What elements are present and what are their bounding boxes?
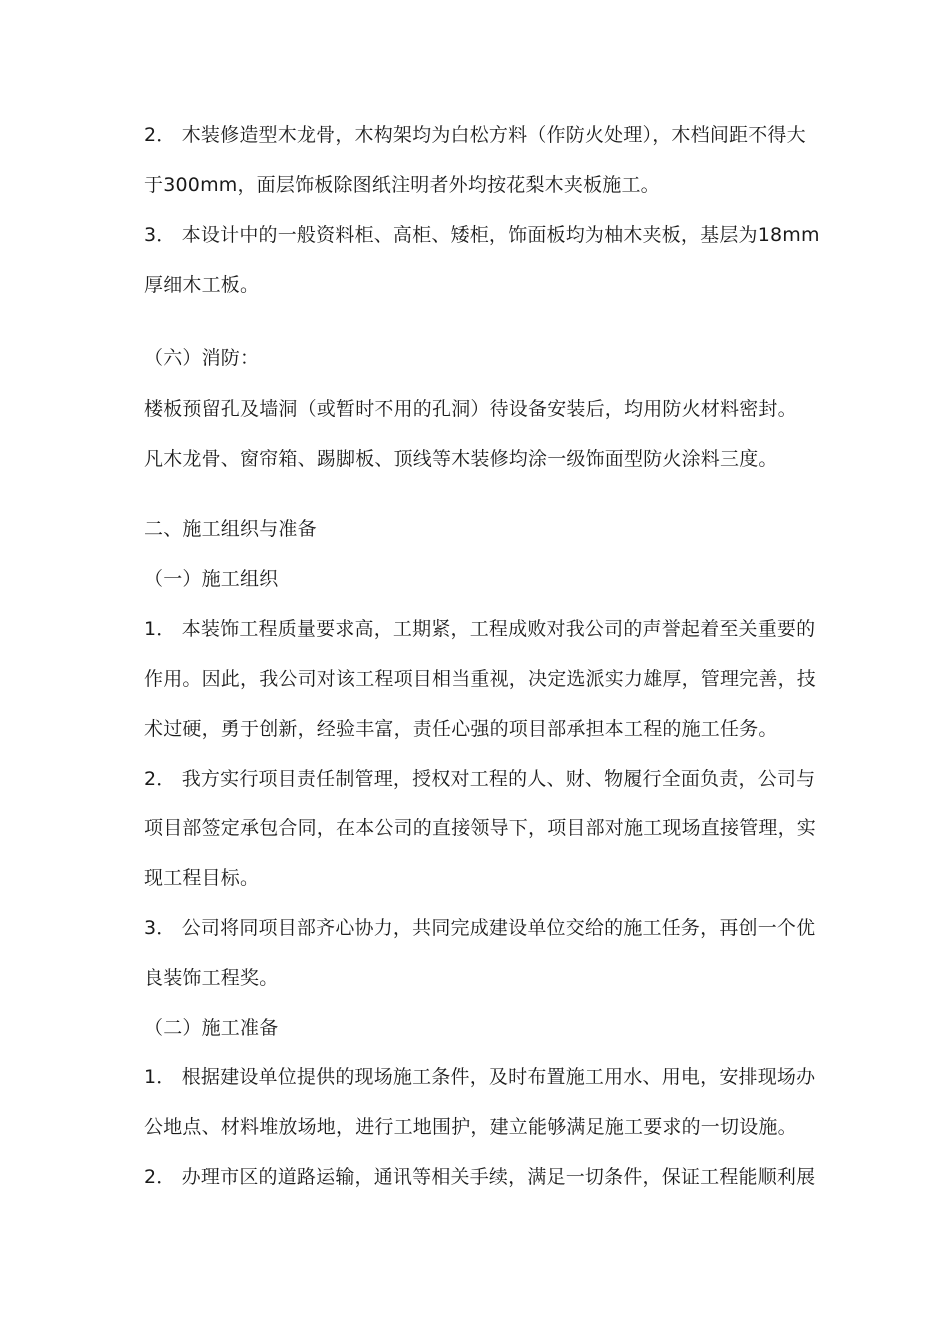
- section-heading: （六）消防：: [144, 347, 260, 369]
- paragraph-line: 2． 木装修造型木龙骨，木构架均为白松方料（作防火处理），木档间距不得大: [144, 124, 806, 146]
- section-heading: （一）施工组织: [144, 568, 279, 590]
- paragraph-line: 1． 根据建设单位提供的现场施工条件，及时布置施工用水、用电，安排现场办: [144, 1066, 816, 1088]
- paragraph-line: 术过硬，勇于创新，经验丰富，责任心强的项目部承担本工程的施工任务。: [144, 718, 778, 740]
- paragraph-line: 1． 本装饰工程质量要求高，工期紧，工程成败对我公司的声誉起着至关重要的: [144, 618, 816, 640]
- section-heading: （二）施工准备: [144, 1017, 279, 1039]
- paragraph-line: 凡木龙骨、窗帘箱、踢脚板、顶线等木装修均涂一级饰面型防火涂料三度。: [144, 448, 778, 470]
- chapter-heading: 二、施工组织与准备: [144, 518, 317, 540]
- paragraph-line: 3． 本设计中的一般资料柜、高柜、矮柜，饰面板均为柚木夹板，基层为18mm: [144, 224, 820, 246]
- paragraph-line: 2． 我方实行项目责任制管理，授权对工程的人、财、物履行全面负责，公司与: [144, 768, 816, 790]
- paragraph-line: 作用。因此，我公司对该工程项目相当重视，决定选派实力雄厚，管理完善，技: [144, 668, 817, 690]
- paragraph-line: 良装饰工程奖。: [144, 967, 279, 989]
- paragraph-line: 于300mm，面层饰板除图纸注明者外均按花梨木夹板施工。: [144, 174, 660, 196]
- paragraph-line: 楼板预留孔及墙洞（或暂时不用的孔洞）待设备安装后，均用防火材料密封。: [144, 398, 797, 420]
- paragraph-line: 项目部签定承包合同，在本公司的直接领导下，项目部对施工现场直接管理，实: [144, 817, 817, 839]
- paragraph-line: 公地点、材料堆放场地，进行工地围护，建立能够满足施工要求的一切设施。: [144, 1116, 797, 1138]
- paragraph-line: 厚细木工板。: [144, 274, 260, 296]
- paragraph-line: 2． 办理市区的道路运输，通讯等相关手续，满足一切条件，保证工程能顺利展: [144, 1166, 816, 1188]
- paragraph-line: 3． 公司将同项目部齐心协力，共同完成建设单位交给的施工任务，再创一个优: [144, 917, 816, 939]
- paragraph-line: 现工程目标。: [144, 867, 260, 889]
